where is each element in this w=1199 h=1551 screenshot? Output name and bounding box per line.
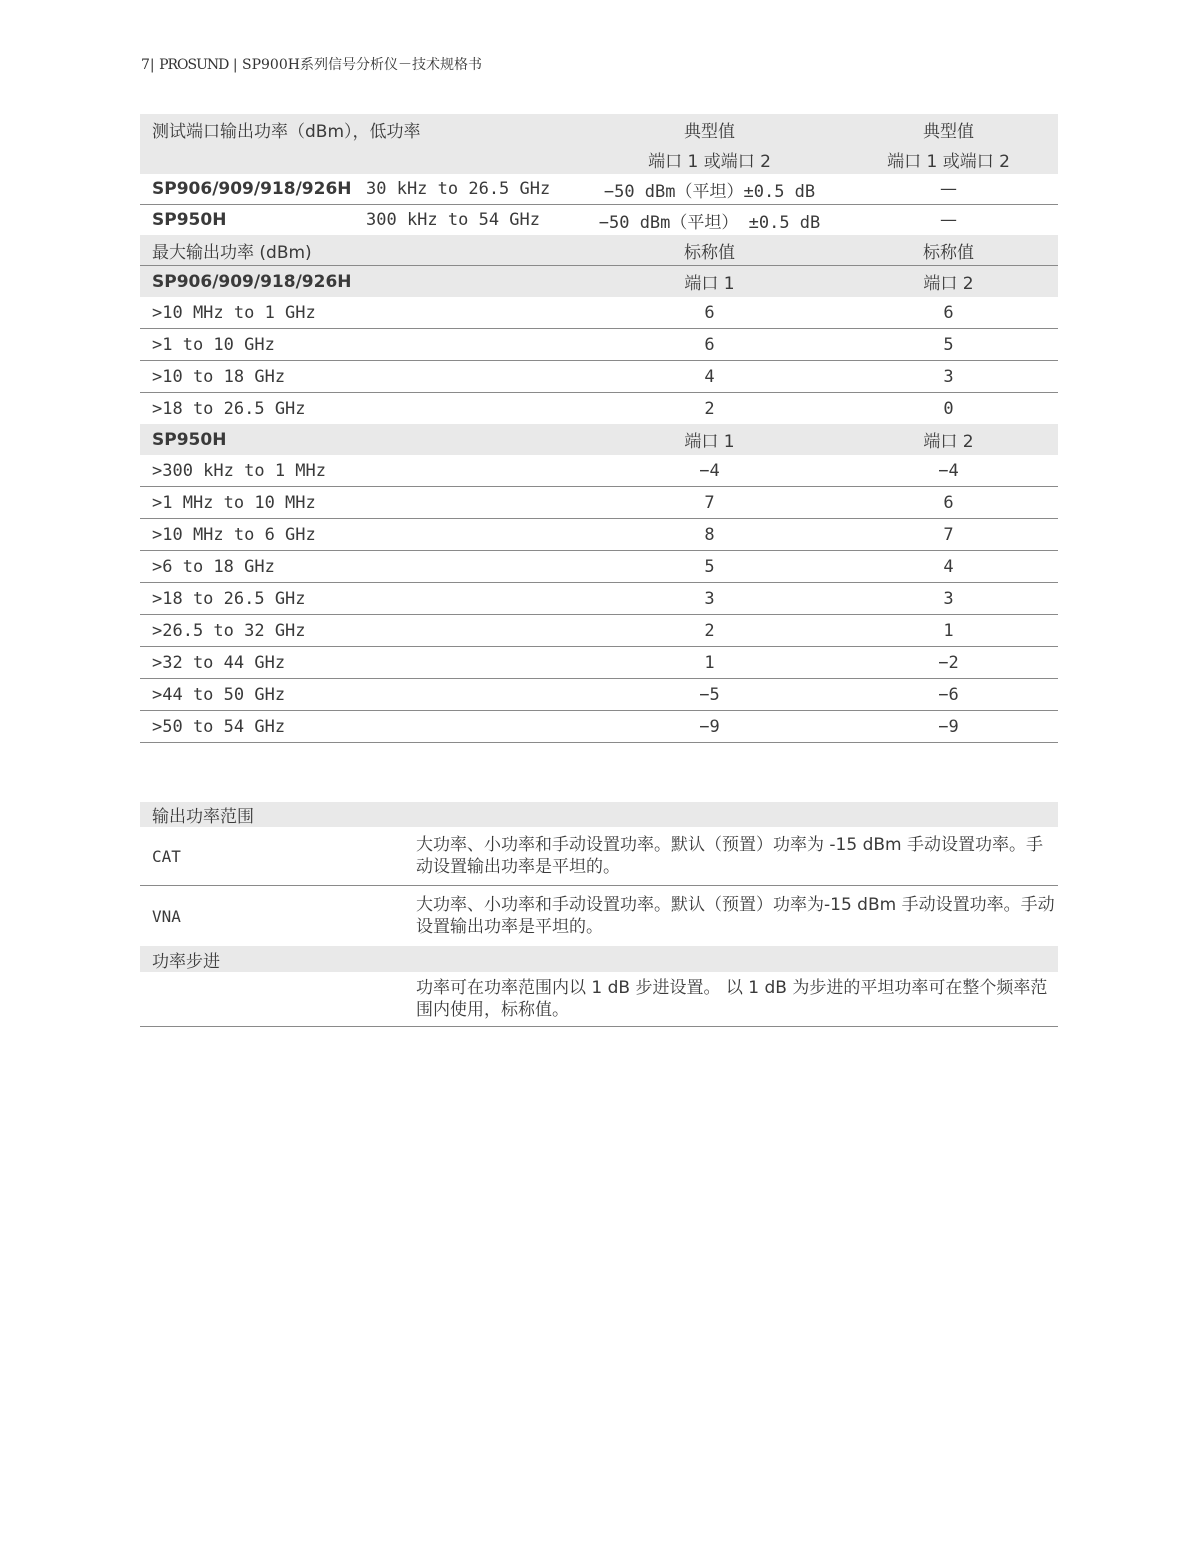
port1-value: 1 [580, 647, 839, 679]
vna-label: VNA [152, 906, 181, 926]
table-header-row [140, 114, 1058, 144]
typical-col-3: 典型值 [580, 114, 839, 144]
port-2-label: 端口 2 [839, 266, 1058, 298]
port1-value: −5 [580, 679, 839, 711]
port2-value: 5 [839, 329, 1058, 361]
freq-cell: >44 to 50 GHz [140, 679, 354, 711]
freq-cell: >18 to 26.5 GHz [152, 398, 306, 419]
max-power-header-row [140, 235, 1058, 266]
freq-cell: >300 kHz to 1 MHz [140, 455, 354, 487]
table-row [140, 487, 1058, 519]
table-row [140, 361, 1058, 393]
port2-value: 7 [839, 519, 1058, 551]
port2-value: 3 [839, 583, 1058, 615]
port-1-label: 端口 1 [580, 424, 839, 455]
freq-cell: >50 to 54 GHz [140, 711, 354, 743]
table-row [140, 174, 1058, 205]
vna-description: 大功率、小功率和手动设置功率。默认（预置）功率为-15 dBm 手动设置功率。手动设置输出功率是平坦的。 [416, 895, 1055, 937]
group-model: SP906/909/918/926H [140, 266, 354, 298]
table-row [140, 615, 1058, 647]
table-row [140, 455, 1058, 487]
port1-value: 4 [580, 361, 839, 393]
table-row [140, 519, 1058, 551]
port1-value: 2 [704, 398, 715, 419]
cat-label: CAT [140, 827, 412, 886]
table-subheader-row [140, 144, 1058, 174]
port1-value: 2 [580, 615, 839, 647]
port2-value: 6 [839, 487, 1058, 519]
power-range-title: 输出功率范围 [140, 802, 1058, 827]
freq-cell: >26.5 to 32 GHz [140, 615, 354, 647]
port2-value: 6 [839, 297, 1058, 329]
port1-value: −4 [580, 455, 839, 487]
port2-value: 1 [839, 615, 1058, 647]
freq-cell: >10 to 18 GHz [140, 361, 354, 393]
freq-cell: >10 MHz to 1 GHz [140, 297, 354, 329]
table-row [140, 827, 1058, 886]
port2-value: −4 [839, 455, 1058, 487]
value-cell: — [839, 174, 1058, 205]
value-cell: — [940, 210, 958, 230]
power-range-table [140, 802, 1058, 1027]
freq-cell: >32 to 44 GHz [140, 647, 354, 679]
cat-description: 大功率、小功率和手动设置功率。默认（预置）功率为 -15 dBm 手动设置功率。手动设置输出功率是平坦的。 [412, 827, 1058, 886]
port2-value: −6 [839, 679, 1058, 711]
table-row [140, 297, 1058, 329]
port-2-label: 端口 2 [839, 424, 1058, 455]
nominal-col-4: 标称值 [839, 235, 1058, 266]
low-power-title: 测试端口输出功率（dBm），低功率 [140, 114, 580, 144]
port1-value: 6 [580, 329, 839, 361]
port1-value: 6 [580, 297, 839, 329]
table-row [140, 679, 1058, 711]
range-cell: 30 kHz to 26.5 GHz [354, 174, 580, 205]
value-cell: −50 dBm（平坦）±0.5 dB [580, 174, 839, 205]
port2-value: −2 [839, 647, 1058, 679]
group-header-row [140, 266, 1058, 298]
header-separator: | [232, 57, 238, 73]
table-row [140, 886, 1058, 947]
nominal-col-3: 标称值 [580, 235, 839, 266]
page-header [141, 54, 482, 74]
typical-col-4: 典型值 [839, 114, 1058, 144]
freq-cell: >6 to 18 GHz [140, 551, 354, 583]
max-power-title: 最大输出功率 (dBm) [140, 235, 580, 266]
port-sub-3: 端口 1 或端口 2 [580, 144, 839, 174]
table-row [140, 583, 1058, 615]
port1-value: 5 [580, 551, 839, 583]
section-header-row [140, 802, 1058, 827]
freq-cell: >1 MHz to 10 MHz [140, 487, 354, 519]
value-cell: −50 dBm（平坦） ±0.5 dB [598, 212, 821, 233]
port-sub-4: 端口 1 或端口 2 [839, 144, 1058, 174]
port1-value: 8 [580, 519, 839, 551]
port2-value: 3 [839, 361, 1058, 393]
table-row [140, 393, 1058, 425]
power-step-title: 功率步进 [140, 946, 1058, 972]
group-model: SP950H [140, 424, 354, 455]
table-row [140, 205, 1058, 236]
freq-cell: >10 MHz to 6 GHz [140, 519, 354, 551]
freq-cell: >18 to 26.5 GHz [140, 583, 354, 615]
port2-value: −9 [839, 711, 1058, 743]
table-row [140, 329, 1058, 361]
port2-value: 4 [839, 551, 1058, 583]
freq-cell: >1 to 10 GHz [140, 329, 354, 361]
port1-value: −9 [580, 711, 839, 743]
table-row [140, 647, 1058, 679]
range-cell: 300 kHz to 54 GHz [366, 210, 540, 230]
power-step-description: 功率可在功率范围内以 1 dB 步进设置。 以 1 dB 为步进的平坦功率可在整个频率范围内使用，标称值。 [412, 972, 1058, 1027]
model-cell: SP906/909/918/926H [140, 174, 354, 205]
output-power-table [140, 114, 1058, 743]
table-row [140, 711, 1058, 743]
brand-name: PROSUND [159, 57, 229, 73]
port-1-label: 端口 1 [580, 266, 839, 298]
document-title: SP900H系列信号分析仪－技术规格书 [242, 57, 482, 73]
section-header-row [140, 946, 1058, 972]
table-row [140, 972, 1058, 1027]
port1-value: 7 [580, 487, 839, 519]
port2-value: 0 [943, 398, 954, 419]
group-header-row [140, 424, 1058, 455]
port1-value: 3 [580, 583, 839, 615]
model-cell: SP950H [152, 210, 227, 230]
page-number: 7| [141, 57, 155, 73]
table-row [140, 551, 1058, 583]
